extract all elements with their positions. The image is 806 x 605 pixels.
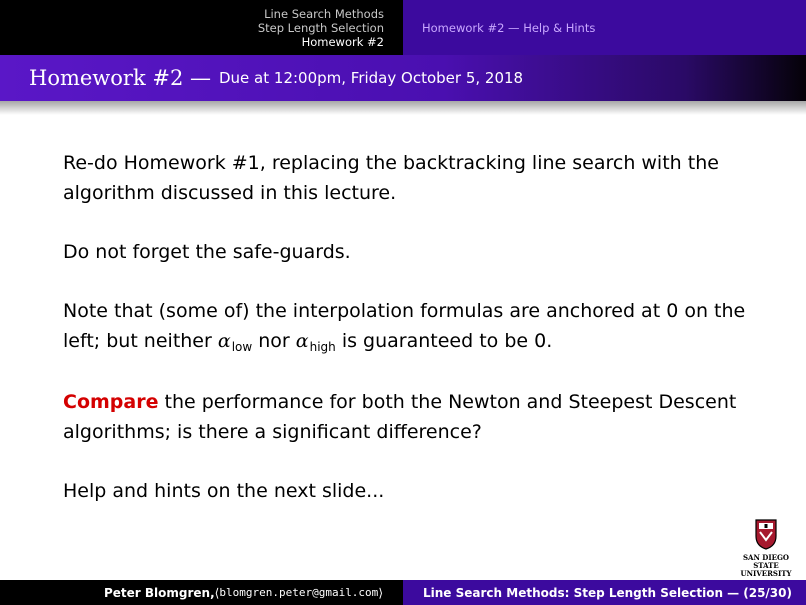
compare-text: the performance for both the Newton and Steepest Descent algorithms; is there a significant difference? bbox=[63, 391, 737, 443]
paragraph-redo-homework: Re-do Homework #1, replacing the backtracking line search with the algorithm discussed in this lecture. bbox=[63, 152, 719, 204]
alpha-high-symbol: α bbox=[295, 330, 309, 352]
nav-section-homework-2[interactable]: Homework #2 bbox=[301, 34, 384, 49]
nav-section-line-search-methods[interactable]: Line Search Methods bbox=[264, 6, 384, 21]
paragraph-next-slide: Help and hints on the next slide... bbox=[63, 480, 385, 502]
compare-highlight: Compare bbox=[63, 391, 159, 413]
interpolation-text-nor: nor bbox=[252, 330, 296, 352]
nav-subsection-help-hints[interactable]: Homework #2 — Help & Hints bbox=[422, 20, 596, 35]
slide-content bbox=[63, 148, 763, 506]
section-navigation bbox=[0, 0, 403, 55]
frame-subtitle: Due at 12:00pm, Friday October 5, 2018 bbox=[219, 69, 524, 87]
university-logo bbox=[737, 518, 795, 578]
footer-talk-title: Line Search Methods: Step Length Selection bbox=[423, 585, 724, 600]
paragraph-interpolation-note bbox=[63, 296, 763, 358]
footer-email-close: ⟩ bbox=[378, 585, 383, 600]
title-shadow bbox=[0, 101, 806, 115]
alpha-low-subscript: low bbox=[231, 340, 253, 354]
logo-text-line2: UNIVERSITY bbox=[740, 569, 792, 578]
footer-title-block bbox=[403, 580, 806, 605]
shield-icon bbox=[754, 518, 778, 550]
footer-page-number: — (25/30) bbox=[727, 585, 792, 600]
paragraph-compare bbox=[63, 387, 763, 447]
interpolation-text-after: is guaranteed to be 0. bbox=[335, 330, 553, 352]
frame-title-bar bbox=[0, 55, 806, 101]
footer-author-block bbox=[0, 580, 403, 605]
footer bbox=[0, 580, 806, 605]
subsection-navigation bbox=[403, 0, 806, 55]
alpha-high-subscript: high bbox=[309, 340, 336, 354]
logo-text-line1: SAN DIEGO STATE bbox=[742, 553, 790, 570]
footer-email-open: ⟨ bbox=[214, 585, 220, 600]
alpha-low-symbol: α bbox=[217, 330, 231, 352]
footer-author: Peter Blomgren, bbox=[104, 585, 215, 600]
paragraph-safe-guards: Do not forget the safe-guards. bbox=[63, 241, 351, 263]
nav-section-step-length-selection[interactable]: Step Length Selection bbox=[257, 20, 384, 35]
header-navigation bbox=[0, 0, 806, 55]
interpolation-text-before: Note that (some of) the interpolation formulas are anchored at 0 on the left; but neither bbox=[63, 300, 746, 352]
frame-title: Homework #2 — bbox=[29, 66, 211, 90]
footer-email: blomgren.peter@gmail.com bbox=[219, 586, 379, 599]
